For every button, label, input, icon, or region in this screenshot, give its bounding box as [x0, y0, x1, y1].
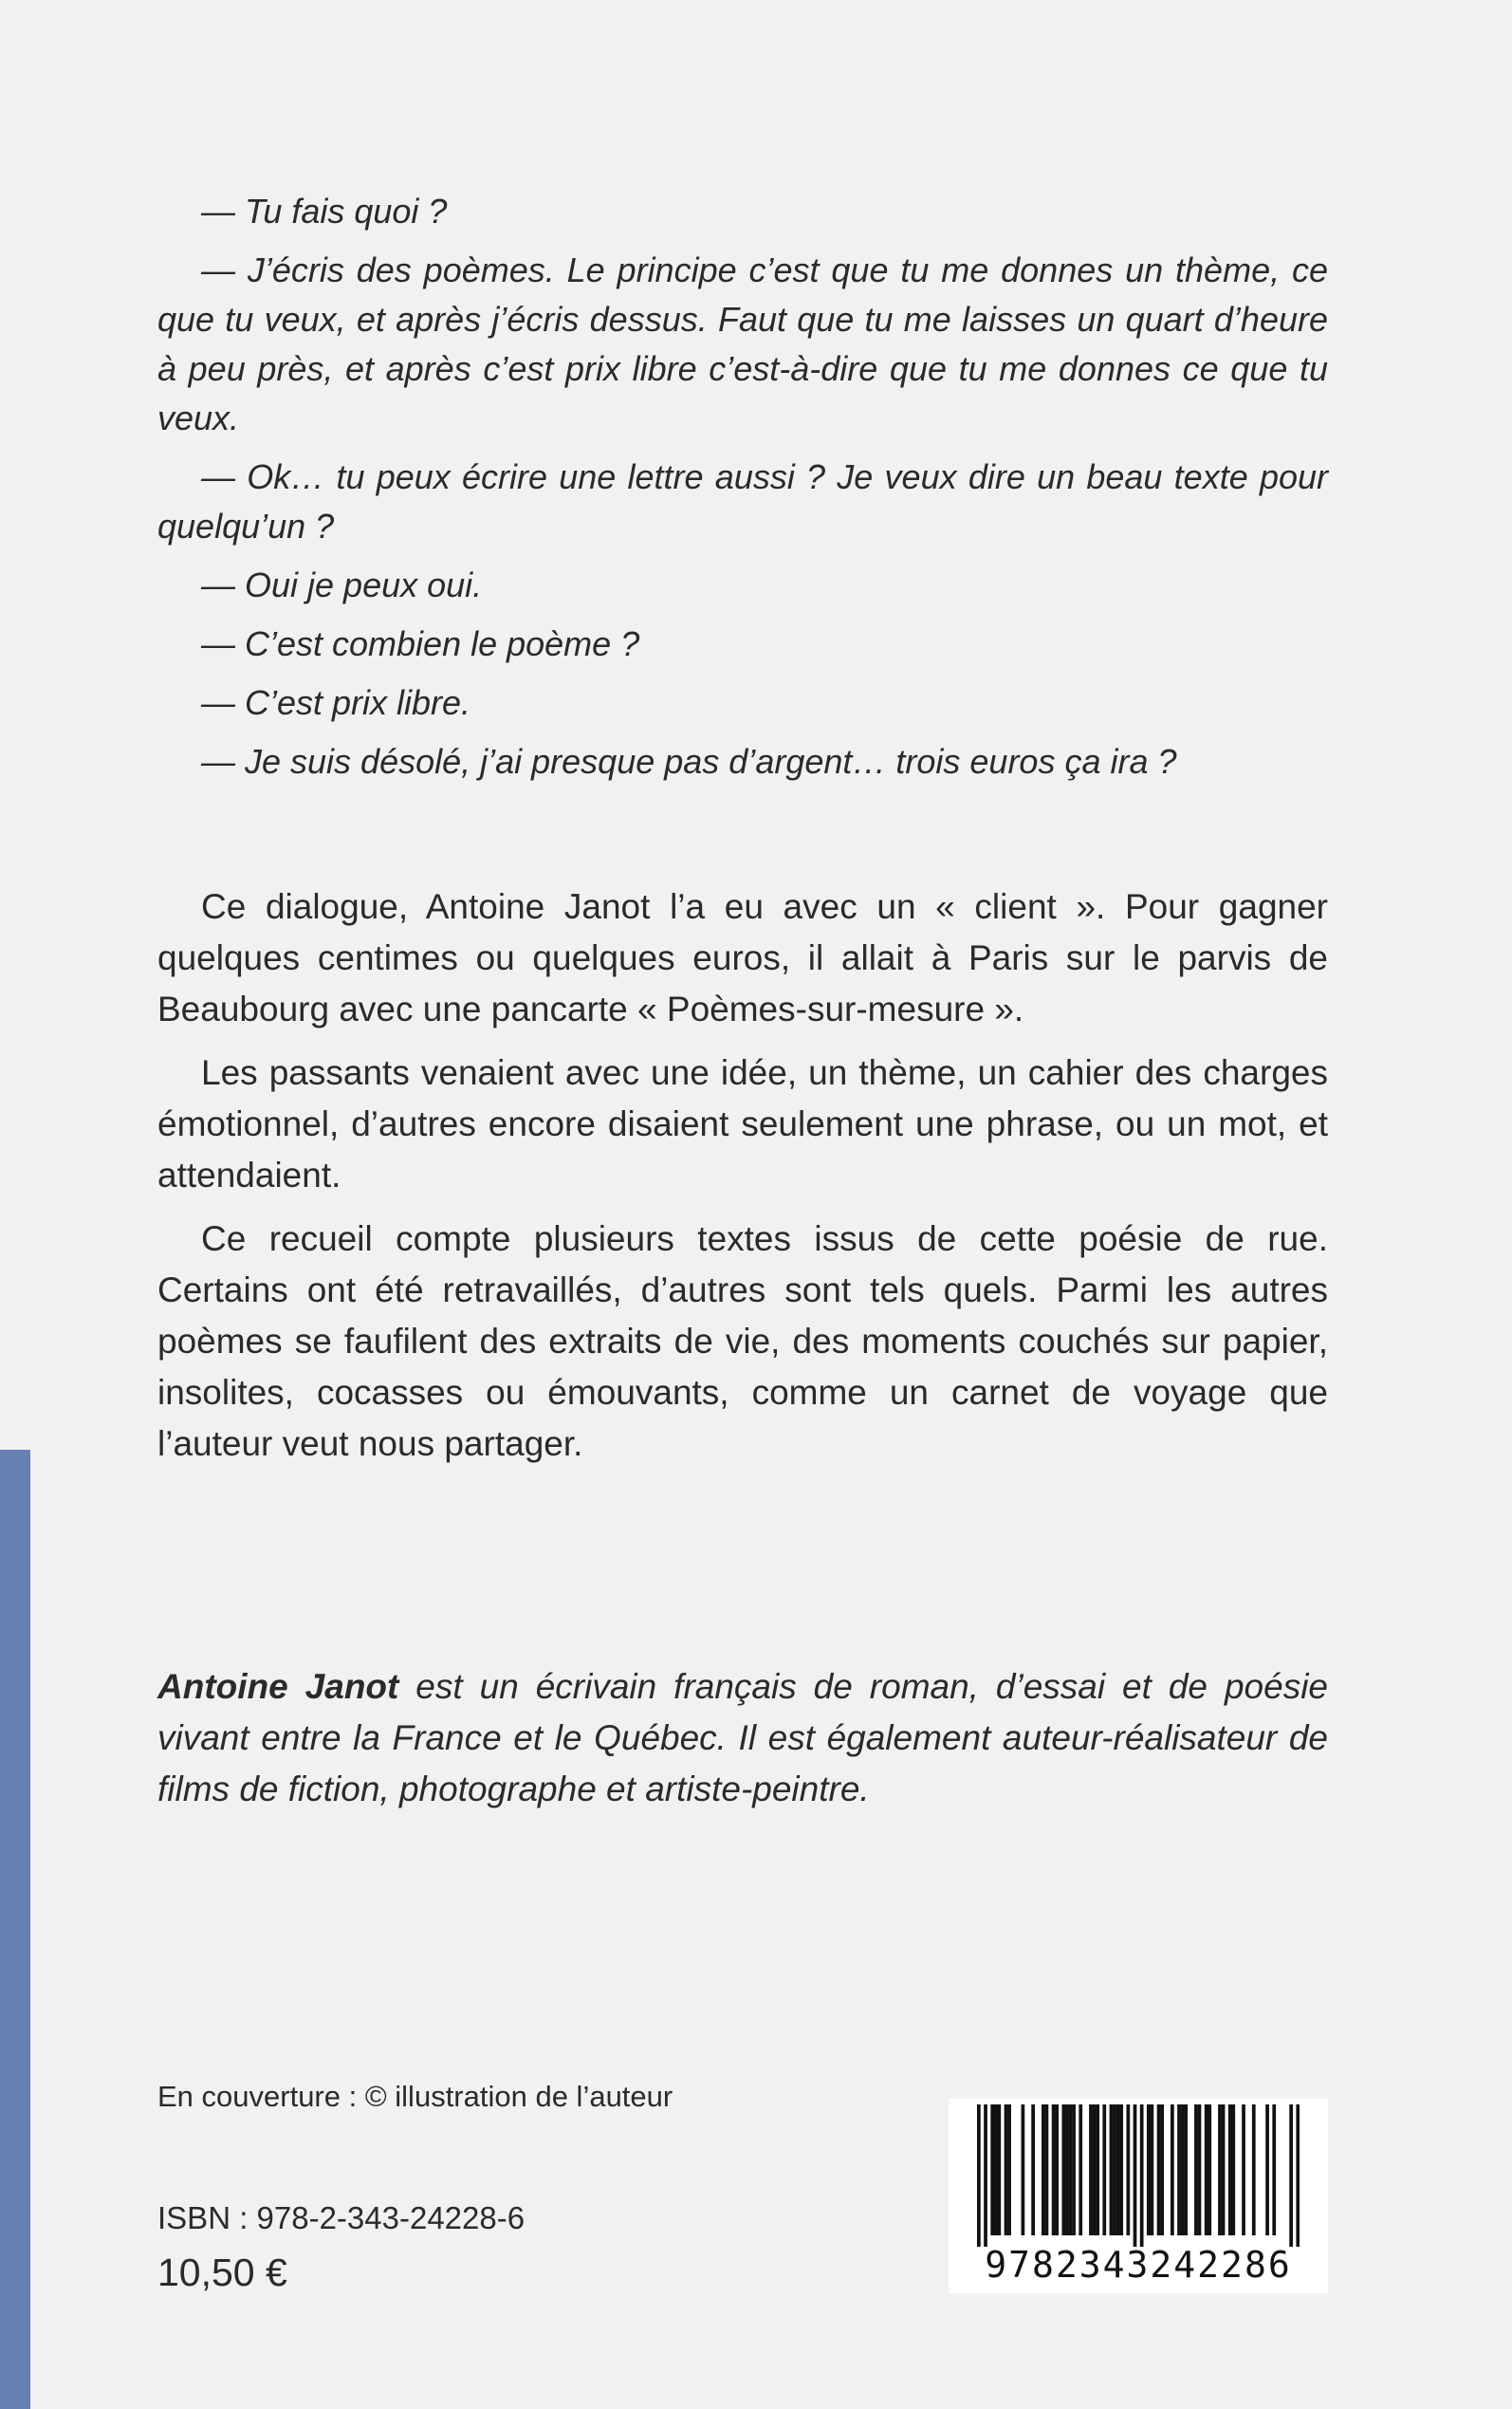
author-name: Antoine Janot: [157, 1667, 399, 1706]
barcode-bar: [1194, 2104, 1198, 2235]
book-summary: [157, 881, 1328, 1482]
barcode-bar: [1218, 2104, 1222, 2235]
barcode-bar: [1205, 2104, 1208, 2235]
barcode-bar: [1042, 2104, 1045, 2235]
spine-color-band: [0, 1450, 30, 2409]
barcode-bar: [1184, 2104, 1188, 2235]
dialogue-excerpt: [157, 187, 1328, 796]
barcode-bar: [1252, 2104, 1256, 2235]
barcode-bar: [1140, 2104, 1144, 2247]
barcode-bar: [1072, 2104, 1076, 2235]
barcode-bar: [1177, 2104, 1181, 2235]
barcode-bar: [1265, 2104, 1269, 2235]
barcode-bar: [1157, 2104, 1161, 2235]
barcode-bar: [1093, 2104, 1097, 2235]
barcode-bar: [1005, 2104, 1008, 2235]
cover-credit: En couverture : © illustration de l’auteur: [157, 2080, 673, 2113]
author-bio-text: est un écrivain français de roman, d’essai et de poésie vivant entre la France et le Québec. Il est également auteur-réalisateur de films de fiction, photographe et artiste-peintre.: [157, 1667, 1328, 1808]
barcode-bar: [1231, 2104, 1235, 2235]
dialogue-line: — Je suis désolé, j’ai presque pas d’argent… trois euros ça ira ?: [201, 742, 1177, 781]
barcode-bar: [1110, 2104, 1114, 2235]
summary-paragraph: Ce recueil compte plusieurs textes issus de cette poésie de rue. Certains ont été retravaillés, d’autres sont tels quels. Parmi les autres poèmes se faufilent des extraits de vie, des moments couchés sur papier, insolites, cocasses ou émouvants, comme un carnet de voyage que l’auteur veut nous partager.: [157, 1219, 1328, 1463]
barcode-bar: [1242, 2104, 1245, 2235]
barcode-bar: [1116, 2104, 1120, 2235]
barcode-bars: [977, 2104, 1300, 2247]
isbn-number: ISBN : 978-2-343-24228-6: [157, 2200, 526, 2235]
barcode-bar: [1102, 2104, 1106, 2235]
dialogue-line: — J’écris des poèmes. Le principe c’est que tu me donnes un thème, ce que tu veux, et après j’écris dessus. Faut que tu me laisses un quart d’heure à peu près, et après c’est prix libre c’est-à-dire que tu me donnes ce que tu veux.: [157, 250, 1328, 437]
barcode-bar: [1007, 2104, 1011, 2235]
barcode-digits: 9782343242286: [985, 2244, 1292, 2286]
barcode-bar: [1031, 2104, 1035, 2235]
barcode-bar: [977, 2104, 981, 2247]
dialogue-line: — Tu fais quoi ?: [201, 192, 448, 231]
barcode-bar: [997, 2104, 1001, 2235]
dialogue-line: — Oui je peux oui.: [201, 565, 483, 604]
barcode-bar: [1113, 2104, 1116, 2235]
barcode-bar: [1079, 2104, 1082, 2235]
dialogue-line: — C’est prix libre.: [201, 683, 471, 722]
barcode-bar: [1096, 2104, 1099, 2235]
barcode-bar: [990, 2104, 994, 2235]
barcode-bar: [994, 2104, 998, 2235]
summary-paragraph: Les passants venaient avec une idée, un thème, un cahier des charges émotionnel, d’autres encore disaient seulement une phrase, ou un mot, et attendaient.: [157, 1053, 1328, 1195]
dialogue-line: — C’est combien le poème ?: [201, 624, 640, 663]
author-bio-paragraph: [157, 1661, 1328, 1815]
barcode-bar: [1052, 2104, 1056, 2235]
barcode-bar: [1022, 2104, 1025, 2235]
barcode-bar: [1089, 2104, 1093, 2235]
barcode-bar: [1289, 2104, 1293, 2247]
author-bio: [157, 1661, 1328, 1815]
barcode-bar: [1222, 2104, 1226, 2235]
barcode-bar: [1061, 2104, 1065, 2235]
barcode-bar: [1119, 2104, 1123, 2235]
barcode: [949, 2099, 1328, 2293]
barcode-bar: [1208, 2104, 1211, 2235]
barcode-bar: [1147, 2104, 1151, 2235]
book-price: 10,50 €: [157, 2251, 287, 2294]
dialogue-line: — Ok… tu peux écrire une lettre aussi ? Je veux dire un beau texte pour quelqu’un ?: [157, 457, 1328, 546]
barcode-bar: [984, 2104, 987, 2247]
barcode-bar: [1065, 2104, 1069, 2235]
barcode-bar: [1181, 2104, 1185, 2235]
barcode-bar: [1171, 2104, 1174, 2235]
barcode-bar: [1045, 2104, 1049, 2235]
barcode-bar: [1228, 2104, 1232, 2235]
barcode-bar: [1134, 2104, 1137, 2247]
barcode-bar: [1198, 2104, 1202, 2235]
summary-paragraph: Ce dialogue, Antoine Janot l’a eu avec un « client ». Pour gagner quelques centimes ou quelques euros, il allait à Paris sur le parvis de Beaubourg avec une pancarte « Poèmes-sur-mesure ».: [157, 887, 1328, 1028]
barcode-bar: [1160, 2104, 1164, 2235]
barcode-bar: [1126, 2104, 1130, 2235]
barcode-bar: [1069, 2104, 1073, 2235]
barcode-bar: [1151, 2104, 1154, 2235]
barcode-bar: [1055, 2104, 1059, 2235]
barcode-bar: [1296, 2104, 1300, 2247]
barcode-bar: [1272, 2104, 1276, 2235]
